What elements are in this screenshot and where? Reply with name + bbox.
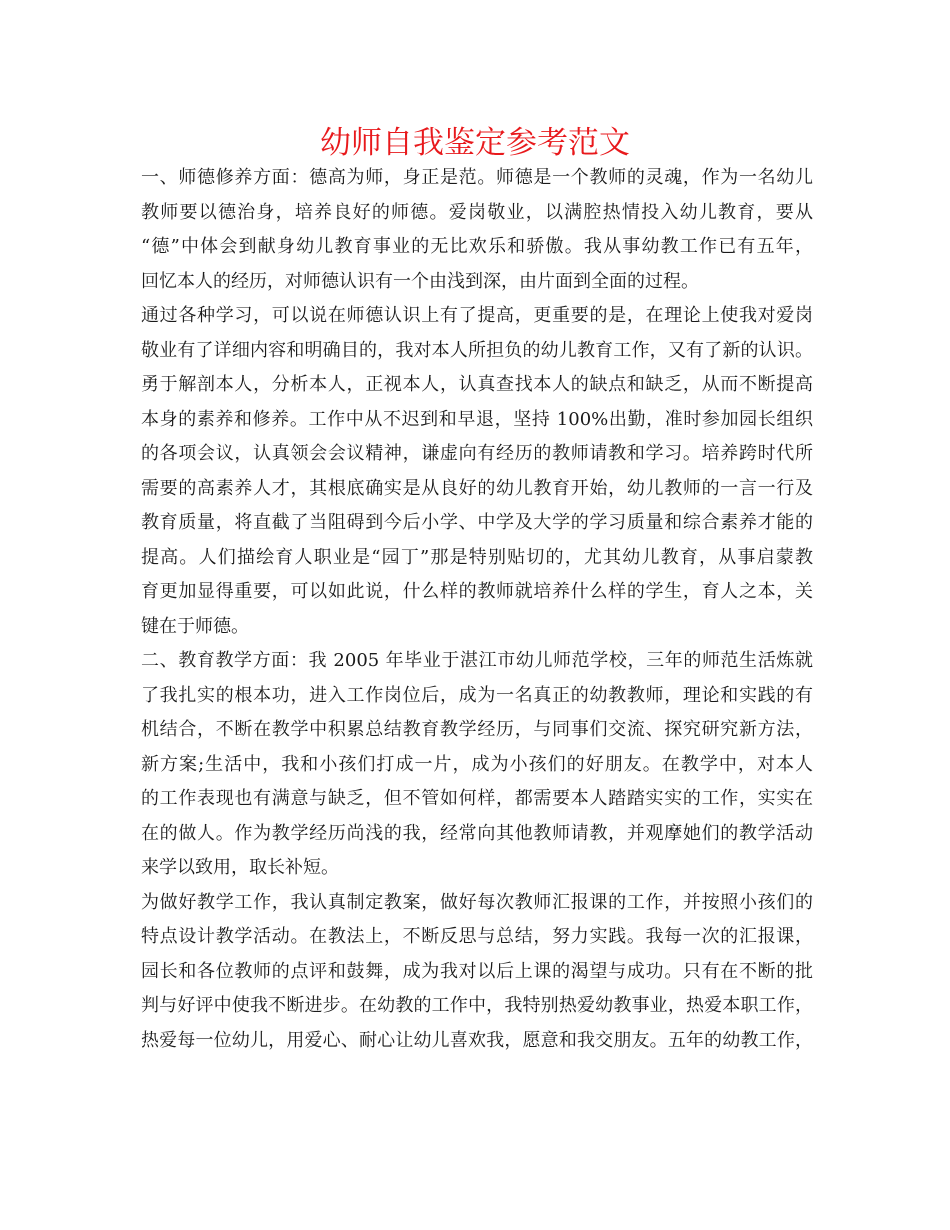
text-line: 键在于师德。	[141, 615, 249, 637]
document-title: 幼师自我鉴定参考范文	[320, 125, 630, 161]
text-line: 特点设计教学活动。在教法上，不断反思与总结，努力实践。我每一次的汇报课，	[141, 926, 813, 947]
text-line: 通过各种学习，可以说在师德认识上有了提高，更重要的是，在理论上使我对爱岗	[141, 305, 813, 326]
text-line: 机结合，不断在教学中积累总结教育教学经历，与同事们交流、探究研究新方法，	[141, 719, 813, 740]
text-line: 提高。人们描绘育人职业是“园丁”那是特别贴切的，尤其幼儿教育，从事启蒙教	[141, 546, 813, 568]
text-line: 为做好教学工作，我认真制定教案，做好每次教师汇报课的工作，并按照小孩们的	[141, 891, 813, 913]
text-line: 园长和各位教师的点评和鼓舞，成为我对以后上课的渴望与成功。只有在不断的批	[141, 960, 813, 982]
document-body	[141, 161, 813, 1058]
text-line: 新方案;生活中，我和小孩们打成一片，成为小孩们的好朋友。在教学中，对本人	[141, 753, 813, 775]
text-line: 来学以致用，取长补短。	[141, 857, 339, 878]
text-line: 回忆本人的经历，对师德认识有一个由浅到深，由片面到全面的过程。	[141, 270, 699, 292]
text-line: 敬业有了详细内容和明确目的，我对本人所担负的幼儿教育工作，又有了新的认识。	[141, 339, 813, 361]
text-line: 的各项会议，认真领会会议精神，谦虚向有经历的教师请教和学习。培养跨时代所	[141, 443, 813, 464]
text-line: 勇于解剖本人，分析本人，正视本人，认真查找本人的缺点和缺乏，从而不断提高	[141, 374, 813, 395]
text-line: 的工作表现也有满意与缺乏，但不管如何样，都需要本人踏踏实实的工作，实实在	[141, 788, 813, 809]
text-line: 一、师德修养方面：德高为师，身正是范。师德是一个教师的灵魂，作为一名幼儿	[141, 167, 813, 188]
text-line: 了我扎实的根本功，进入工作岗位后，成为一名真正的幼教教师，理论和实践的有	[141, 684, 813, 706]
text-line: “德”中体会到献身幼儿教育事业的无比欢乐和骄傲。我从事幼教工作已有五年，	[141, 236, 813, 257]
text-line: 判与好评中使我不断进步。在幼教的工作中，我特别热爱幼教事业，热爱本职工作，	[141, 995, 813, 1016]
text-line: 本身的素养和修养。工作中从不迟到和早退，坚持 100%出勤，准时参加园长组织	[141, 408, 813, 430]
text-line: 教育质量，将直截了当阻碍到今后小学、中学及大学的学习质量和综合素养才能的	[141, 512, 813, 533]
text-line: 教师要以德治身，培养良好的师德。爱岗敬业，以满腔热情投入幼儿教育，要从	[141, 201, 813, 223]
text-line: 热爱每一位幼儿，用爱心、耐心让幼儿喜欢我，愿意和我交朋友。五年的幼教工作，	[141, 1029, 813, 1051]
text-line: 二、教育教学方面：我 2005 年毕业于湛江市幼儿师范学校，三年的师范生活炼就	[141, 650, 813, 671]
text-line: 在的做人。作为教学经历尚浅的我，经常向其他教师请教，并观摩她们的教学活动	[141, 822, 813, 844]
text-line: 育更加显得重要，可以如此说，什么样的教师就培养什么样的学生，育人之本，关	[141, 581, 813, 602]
text-line: 需要的高素养人才，其根底确实是从良好的幼儿教育开始，幼儿教师的一言一行及	[141, 477, 813, 499]
